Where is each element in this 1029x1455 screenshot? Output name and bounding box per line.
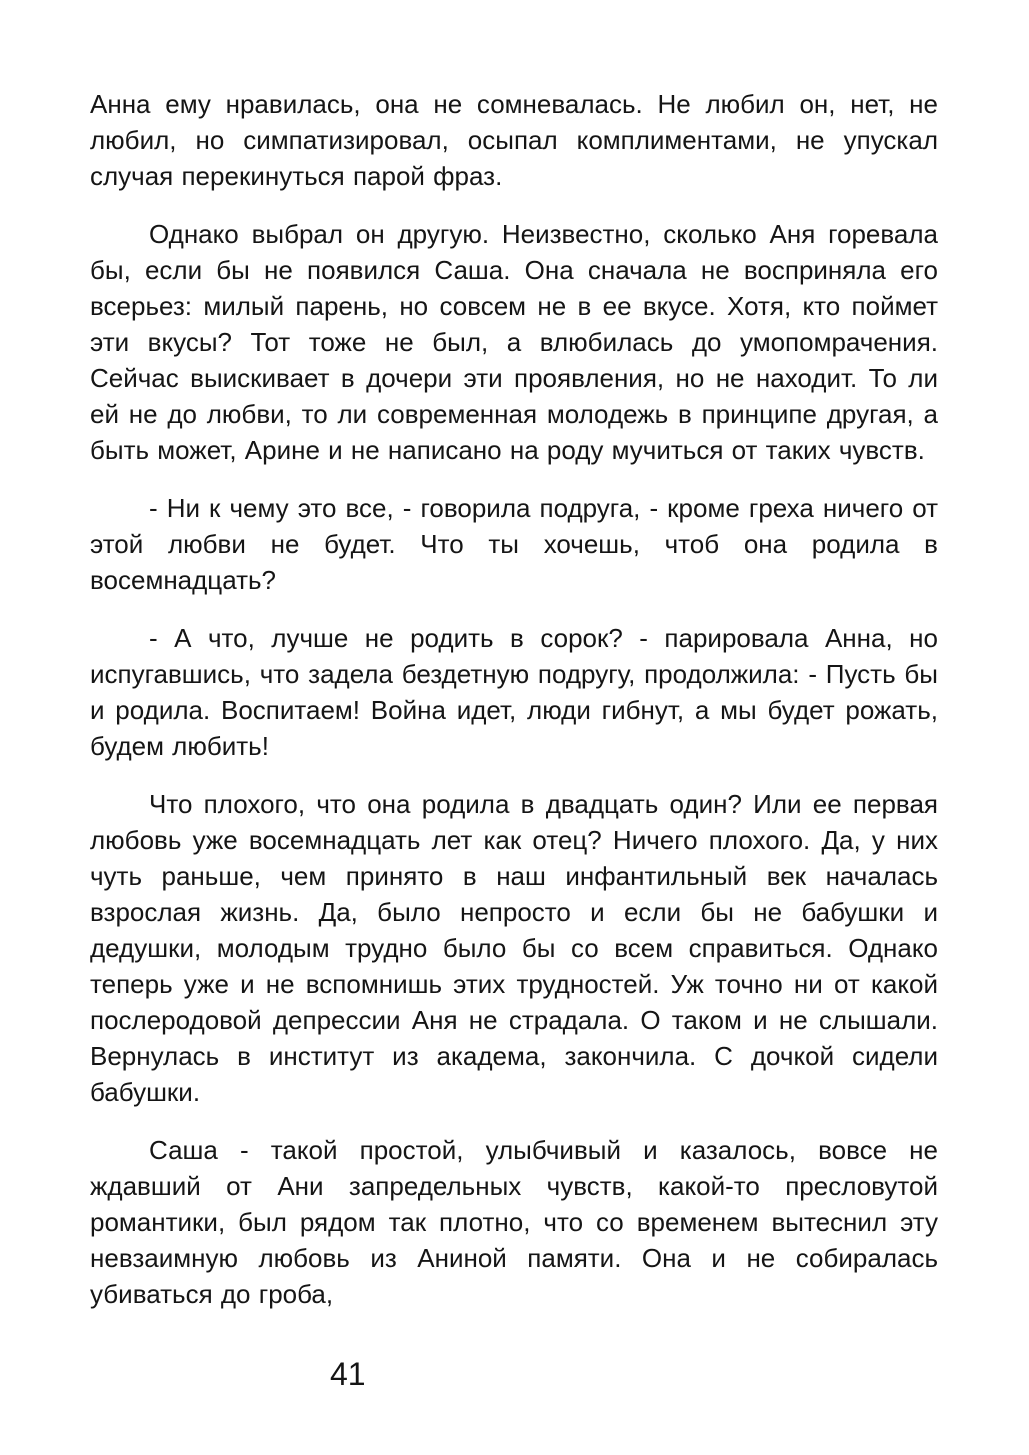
paragraph-4-dialogue: - А что, лучше не родить в сорок? - парировала Анна, но испугавшись, что задела бездетную подругу, продолжила: - Пусть бы и родила. Воспитаем! Война идет, люди гибнут, а мы будет рожать, будем любить! [90,623,938,761]
paragraph-3-dialogue: - Ни к чему это все, - говорила подруга, - кроме греха ничего от этой любви не будет. Что ты хочешь, чтоб она родила в восемнадцать? [90,493,938,595]
page-text-block [90,86,938,1312]
paragraph-6: Саша - такой простой, улыбчивый и казалось, вовсе не ждавший от Ани запредельных чувств, какой-то пресловутой романтики, был рядом так плотно, что со временем вытеснил эту невзаимную любовь из Аниной памяти. Она и не собиралась убиваться до гроба, [90,1135,938,1309]
page-number: 41 [330,1356,366,1392]
paragraph-1: Анна ему нравилась, она не сомневалась. Не любил он, нет, не любил, но симпатизировал, осыпал комплиментами, не упускал случая перекинуться парой фраз. [90,89,938,191]
paragraph-5: Что плохого, что она родила в двадцать один? Или ее первая любовь уже восемнадцать лет как отец? Ничего плохого. Да, у них чуть раньше, чем принято в наш инфантильный век началась взрослая жизнь. Да, было непросто и если бы не бабушки и дедушки, молодым трудно было бы со всем справиться. Однако теперь уже и не вспомнишь этих трудностей. Уж точно ни от какой послеродовой депрессии Аня не страдала. О таком и не слышали. Вернулась в институт из академа, закончила. С дочкой сидели бабушки. [90,789,938,1107]
paragraph-2: Однако выбрал он другую. Неизвестно, сколько Аня горевала бы, если бы не появился Саша. Она сначала не восприняла его всерьез: милый парень, но совсем не в ее вкусе. Хотя, кто поймет эти вкусы? Тот тоже не был, а влюбилась до умопомрачения. Сейчас выискивает в дочери эти проявления, но не находит. То ли ей не до любви, то ли современная молодежь в принципе другая, а быть может, Арине и не написано на роду мучиться от таких чувств. [90,219,938,465]
